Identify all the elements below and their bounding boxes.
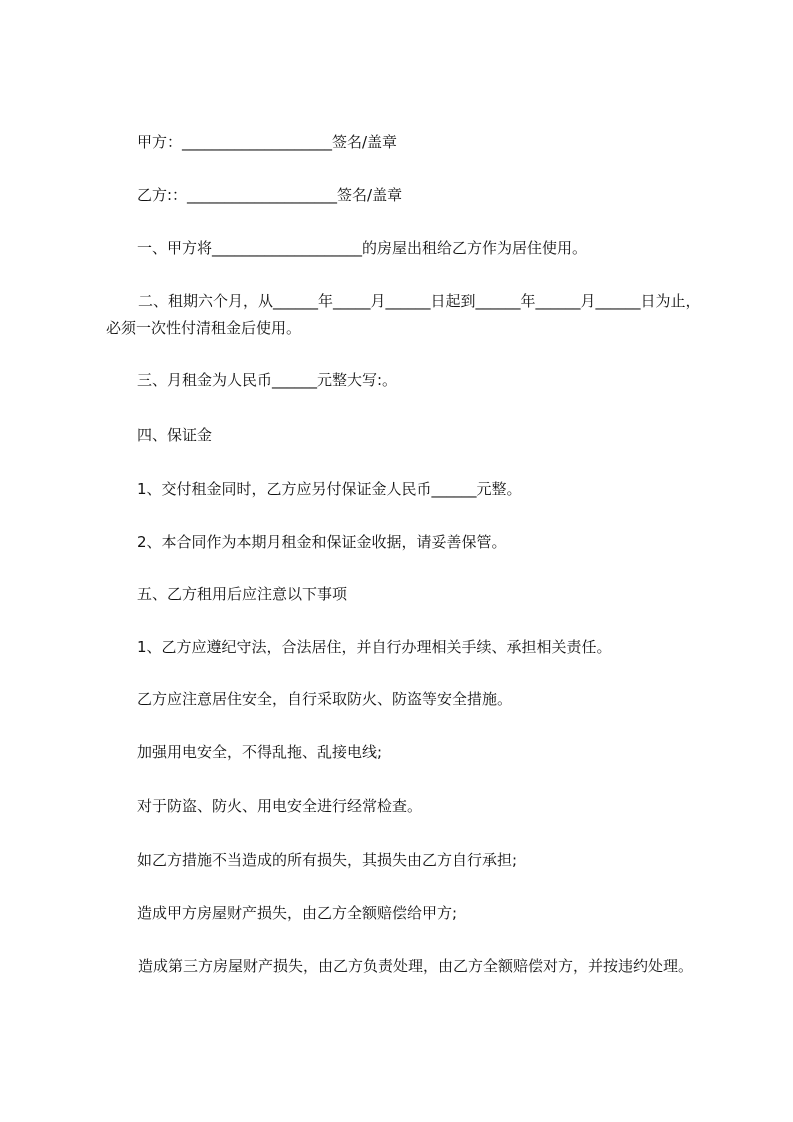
clause-3: 三、月租金为人民币______元整大写:。 — [137, 371, 398, 389]
signature-party-a: 甲方：____________________签名/盖章 — [137, 133, 398, 151]
clause-5-electric: 加强用电安全，不得乱拖、乱接电线; — [137, 743, 383, 761]
clause-5-liability: 如乙方措施不当造成的所有损失，其损失由乙方自行承担; — [137, 851, 518, 869]
clause-5-item-1: 1、乙方应遵纪守法，合法居住，并自行办理相关手续、承担相关责任。 — [137, 638, 612, 656]
clause-5-heading: 五、乙方租用后应注意以下事项 — [137, 585, 348, 603]
clause-2: 二、租期六个月，从______年_____月______日起到______年______月______日为止，必须一次性付清租金后使用。 — [106, 292, 701, 337]
clause-5-inspection: 对于防盗、防火、用电安全进行经常检查。 — [137, 797, 423, 815]
clause-5-safety: 乙方应注意居住安全，自行采取防火、防盗等安全措施。 — [137, 690, 513, 708]
clause-5-damage-third: 造成第三方房屋财产损失，由乙方负责处理，由乙方全额赔偿对方，并按违约处理。 — [138, 957, 694, 975]
signature-party-b: 乙方:：____________________签名/盖章 — [137, 186, 403, 204]
clause-4-heading: 四、保证金 — [137, 426, 213, 444]
clause-4-item-1: 1、交付租金同时，乙方应另付保证金人民币______元整。 — [137, 480, 522, 498]
clause-5-damage-a: 造成甲方房屋财产损失，由乙方全额赔偿给甲方; — [137, 904, 458, 922]
clause-4-item-2: 2、本合同作为本期月租金和保证金收据，请妥善保管。 — [137, 533, 507, 551]
clause-1: 一、甲方将____________________的房屋出租给乙方作为居住使用。 — [137, 239, 588, 257]
